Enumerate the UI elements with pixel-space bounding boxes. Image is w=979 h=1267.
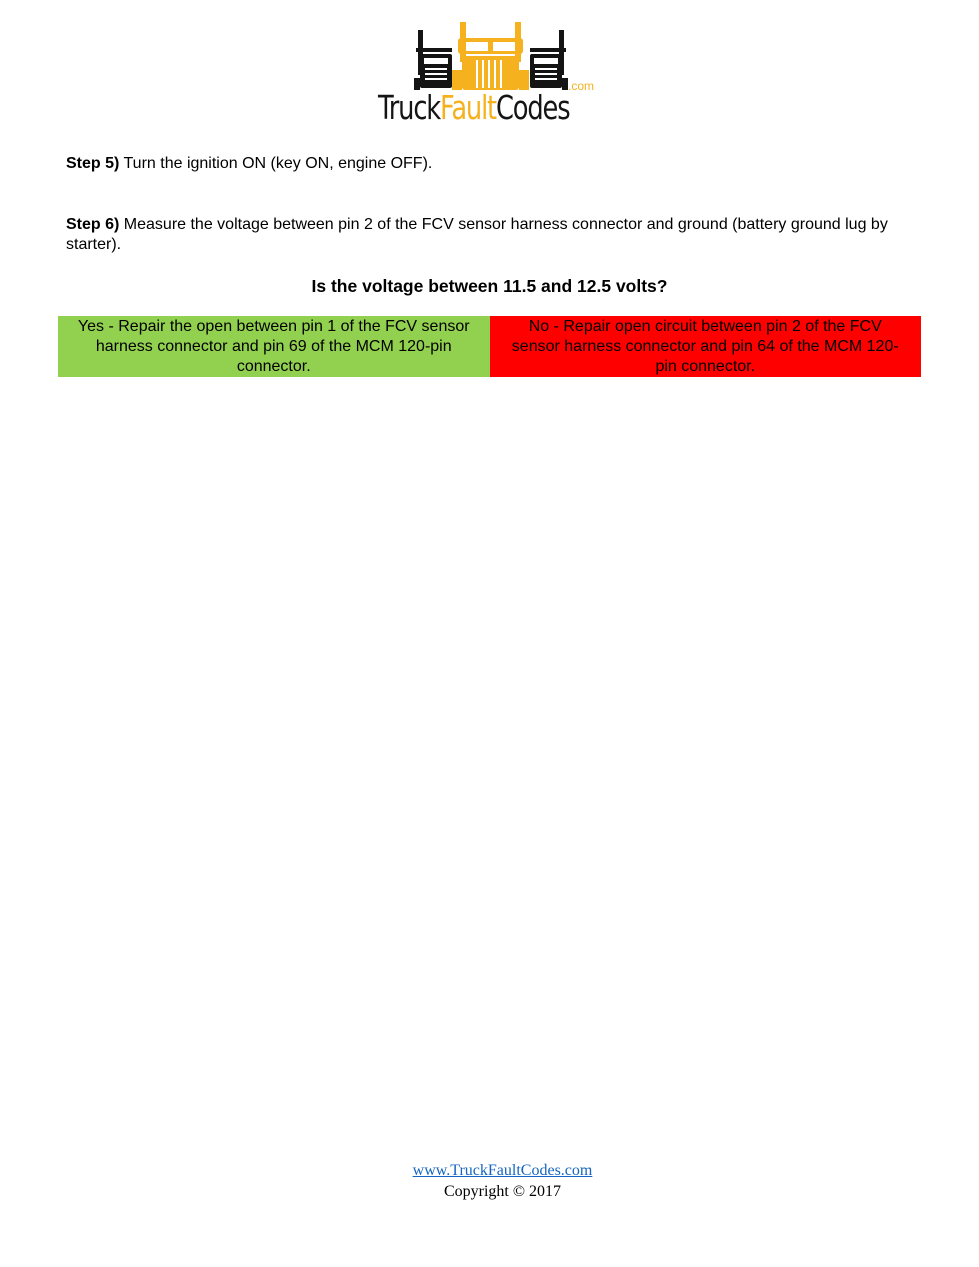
logo-com-suffix: .com xyxy=(568,79,595,93)
step-5-label: Step 5) xyxy=(66,155,120,172)
logo-wordmark xyxy=(378,88,570,128)
answer-yes-cell: Yes - Repair the open between pin 1 of the FCV sensor harness connector and pin 69 of the MCM 120-pin connector. xyxy=(58,316,490,377)
truckfaultcodes-logo xyxy=(378,20,603,128)
copyright-text: Copyright © 2017 xyxy=(443,1183,562,1200)
logo-word-codes: Codes xyxy=(495,88,570,127)
logo-word-truck: Truck xyxy=(378,88,441,127)
step-5-text: Turn the ignition ON (key ON, engine OFF). xyxy=(119,155,433,172)
step-6 xyxy=(66,215,896,255)
footer xyxy=(0,1160,979,1202)
answer-table xyxy=(58,316,921,377)
step-6-text: Measure the voltage between pin 2 of the FCV sensor harness connector and ground (battery ground lug by starter). xyxy=(66,216,888,253)
step-5 xyxy=(66,154,896,174)
logo-word-fault: Fault xyxy=(440,88,496,127)
website-link[interactable]: www.TruckFaultCodes.com xyxy=(412,1162,593,1179)
answer-no-cell: No - Repair open circuit between pin 2 of the FCV sensor harness connector and pin 64 of the MCM 120-pin connector. xyxy=(490,316,922,377)
step-6-label: Step 6) xyxy=(66,216,120,233)
voltage-question: Is the voltage between 11.5 and 12.5 volts? xyxy=(311,276,668,296)
